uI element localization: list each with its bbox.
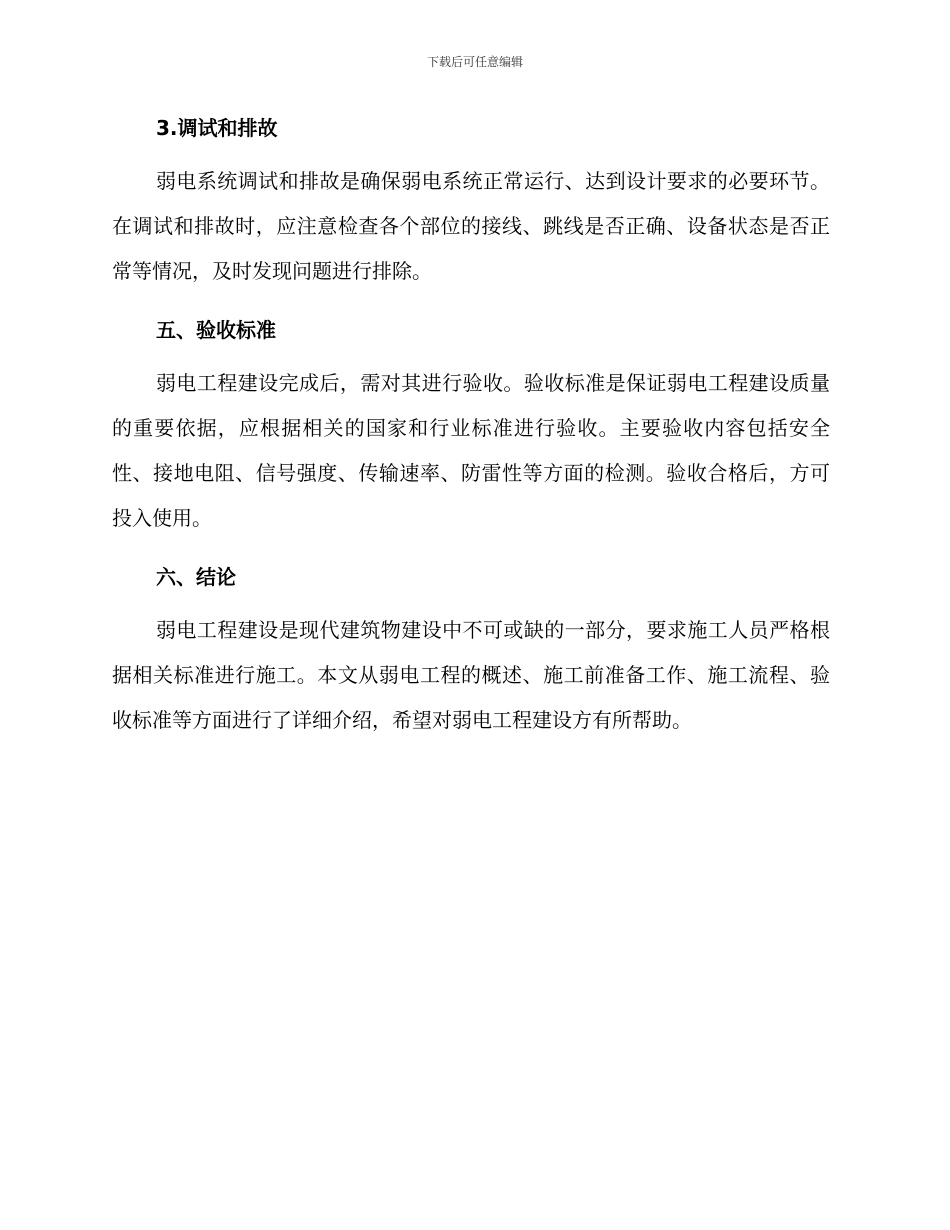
section-heading-conclusion: 六、结论: [156, 565, 236, 589]
section-heading-acceptance: 五、验收标准: [156, 318, 276, 342]
page-header-note: 下载后可任意编辑: [426, 55, 523, 69]
section-paragraph-debugging: 弱电系统调试和排故是确保弱电系统正常运行、达到设计要求的必要环节。在调试和排故时，应注意检查各个部位的接线、跳线是否正确、设备状态是否正常等情况，及时发现问题进行排除。: [112, 169, 830, 283]
section-paragraph-conclusion: 弱电工程建设是现代建筑物建设中不可或缺的一部分，要求施工人员严格根据相关标准进行施工。本文从弱电工程的概述、施工前准备工作、施工流程、验收标准等方面进行了详细介绍，希望对弱电工程建设方有所帮助。: [112, 618, 830, 732]
section-paragraph-acceptance: 弱电工程建设完成后，需对其进行验收。验收标准是保证弱电工程建设质量的重要依据，应根据相关的国家和行业标准进行验收。主要验收内容包括安全性、接地电阻、信号强度、传输速率、防雷性等方面的检测。验收合格后，方可投入使用。: [112, 371, 830, 530]
document-body: [112, 110, 830, 743]
section-heading-debugging: 3.调试和排故: [156, 116, 278, 140]
